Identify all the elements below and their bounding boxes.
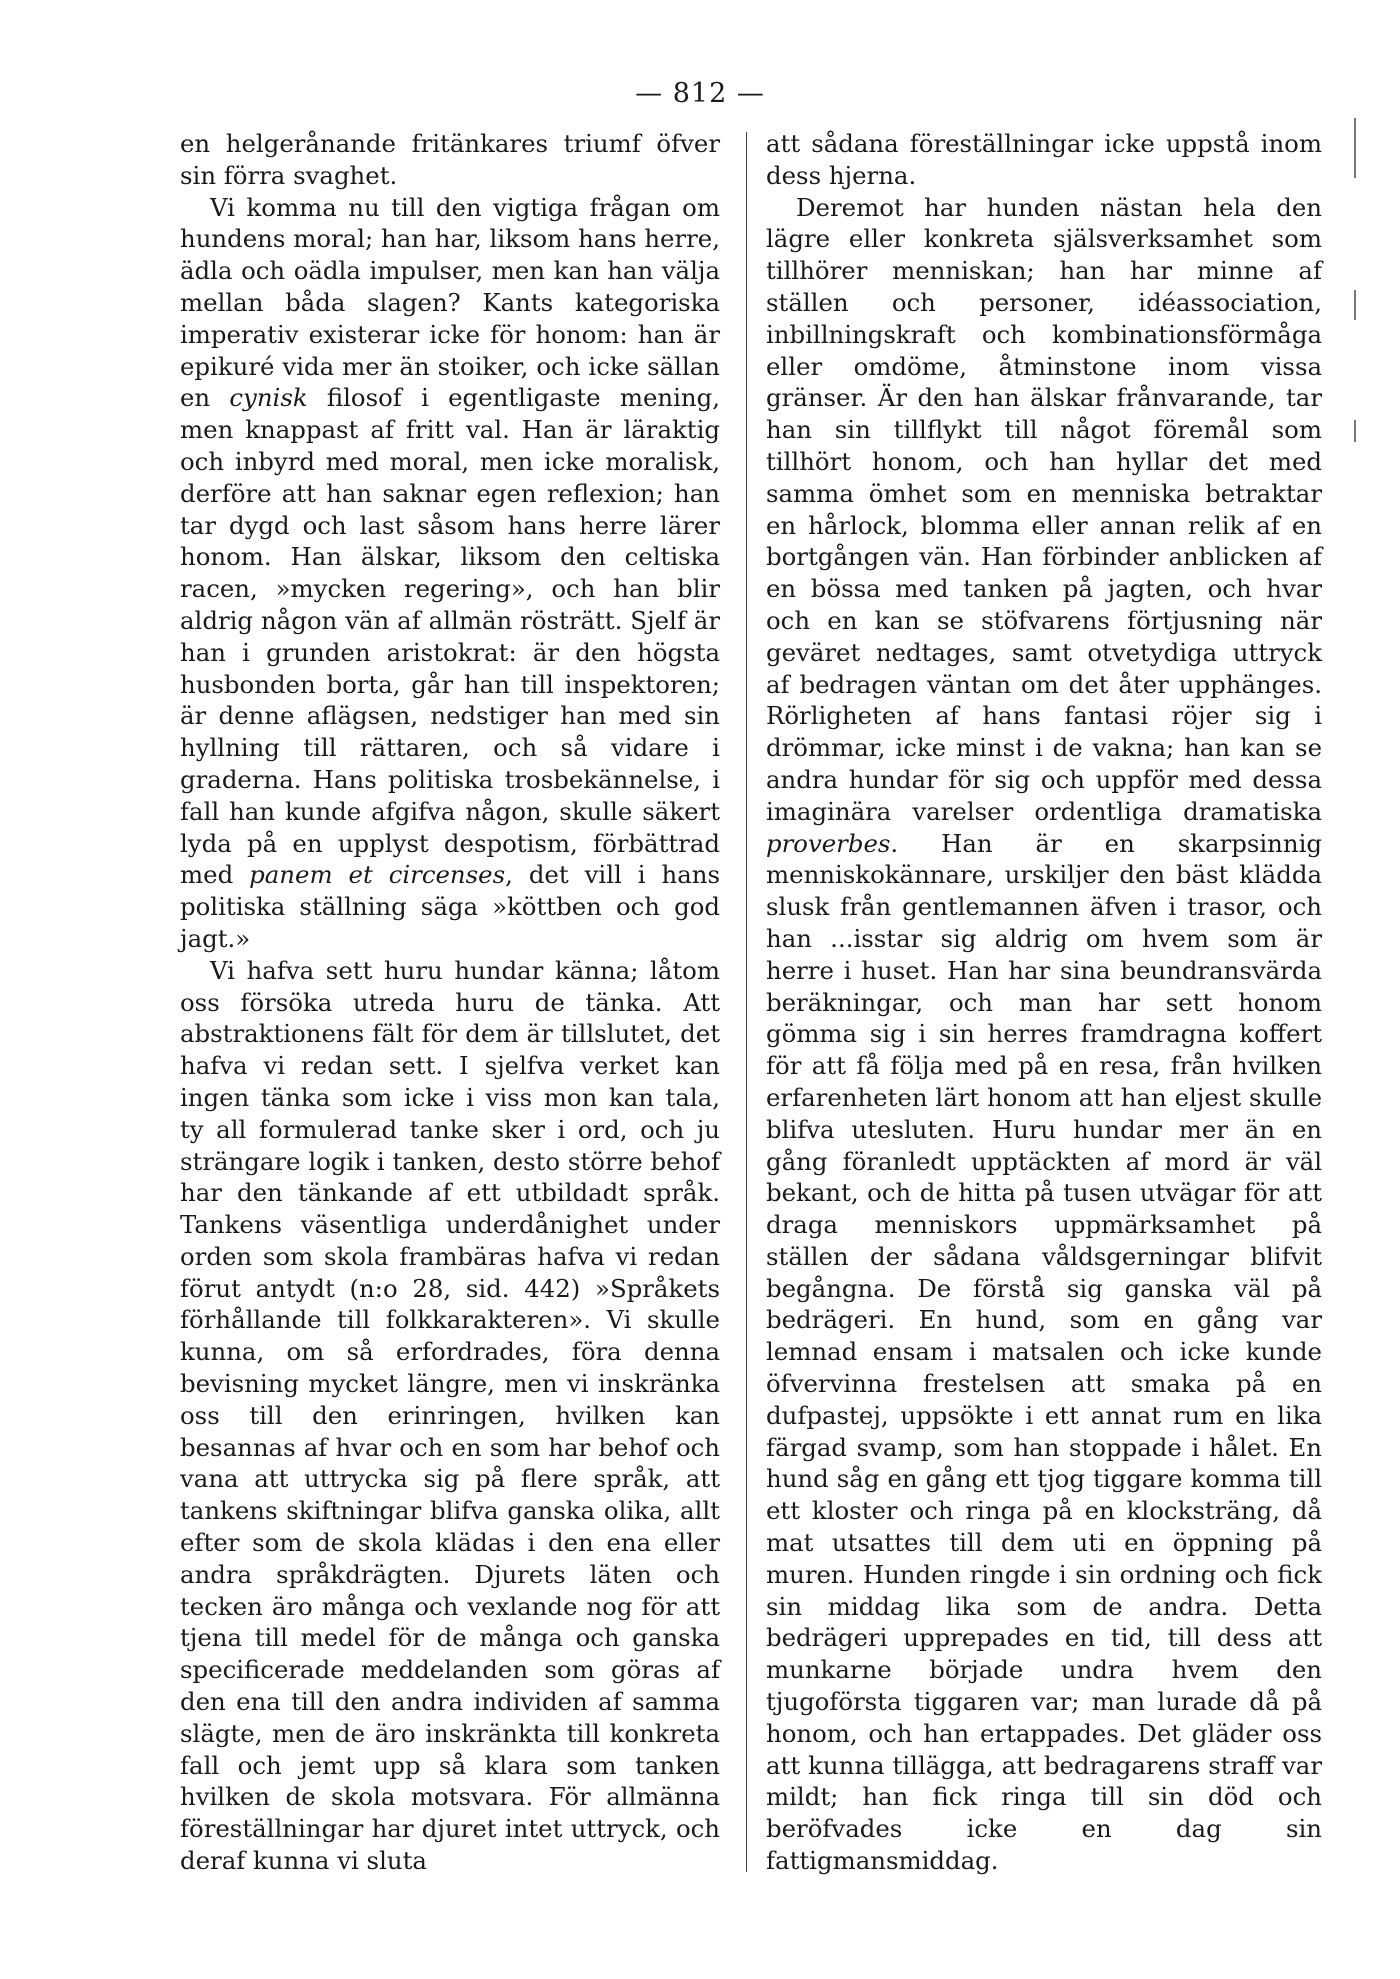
right-paragraph-2: Deremot har hunden nästan hela den lägre eller konkreta själsverksamhet som tillhörer menniskan; han har minne af ställen och personer, idéassociation, inbillningskraft och kombinationsförmåga eller omdöme, åtminstone inom vissa gränser. Är den han älskar frånvarande, tar han sin tillflykt till något föremål som tillhört honom, och han hyllar det med samma ömhet som en menniska betraktar en hårlock, blomma eller annan relik af en bortgången vän. Han förbinder anblicken af en bössa med tanken på jagten, och hvar och en kan se stöfvarens förtjusning när geväret nedtages, samt otvetydiga uttryck af bedragen väntan om det åter upphänges. Rörligheten af hans fantasi röjer sig i drömmar, icke minst i de vakna; han kan se andra hundar för sig och uppför med dessa imaginära varelser ordentliga dramatiska proverbes. Han är en skarpsinnig menniskokännare, urskiljer den bäst klädda slusk från gentlemannen äfven i trasor, och han ...isstar sig aldrig om hvem som är herre i huset. Han har sina beundransvärda beräkningar, och man har sett honom gömma sig i sin herres framdragna koffert för att få följa med på en resa, från hvilken erfarenheten lärt honom att han eljest skulle blifva utesluten. Huru hundar mer än en gång föranledt upptäckten af mord är väl bekant, och de hitta på tusen utvägar för att draga menniskors uppmärksamhet på ställen der sådana våldsgerningar blifvit begångna. De förstå sig ganska väl på bedrägeri. En hund, som en gång var lemnad ensam i matsalen och icke kunde öfvervinna frestelsen att smaka på en dufpastej, uppsökte i ett annat rum en lika färgad svamp, som han stoppade i hålet. En hund såg en gång ett tjog tiggare komma till ett kloster och ringa på en klocksträng, då mat utsattes till dem uti en öppning på muren. Hunden ringde i sin ordning och fick sin middag lika som de andra. Detta bedrägeri upprepades en tid, till dess att munkarne började undra hvem den tjugoförsta tiggaren var; man lurade då på honom, och han ertappades. Det gläder oss att kunna tillägga, att bedragarens straff var mildt; han fick ringa till sin död och beröfvades icke en dag sin fattigmansmiddag. <box>766 192 1322 1876</box>
margin-mark <box>1354 420 1356 442</box>
left-column <box>180 128 720 1877</box>
right-column <box>766 128 1322 1877</box>
left-paragraph-2: Vi komma nu till den vigtiga frågan om hundens moral; han har, liksom hans herre, ädla och oädla impulser, men kan han välja mellan båda slagen? Kants kategoriska imperativ existerar icke för honom: han är epikuré vida mer än stoiker, och icke sällan en cynisk filosof i egentligaste mening, men knappast af fritt val. Han är läraktig och inbyrd med moral, men icke moralisk, derföre att han saknar egen reflexion; han tar dygd och last såsom hans herre lärer honom. Han älskar, liksom den celtiska racen, »mycken regering», och han blir aldrig någon vän af allmän rösträtt. Sjelf är han i grunden aristokrat: är den högsta husbonden borta, går han till inspektoren; är denne aflägsen, nedstiger han med sin hyllning till rättaren, och så vidare i graderna. Hans politiska trosbekännelse, i fall han kunde afgifva någon, skulle säkert lyda på en upplyst despotism, förbättrad med panem et circenses, det vill i hans politiska ställning säga »köttben och god jagt.» <box>180 192 720 953</box>
left-paragraph-3: Vi hafva sett huru hundar känna; låtom oss försöka utreda huru de tänka. Att abstraktionens fält för dem är tillslutet, det hafva vi redan sett. I sjelfva verket kan ingen tänka som icke i viss mon kan tala, ty all formulerad tanke sker i ord, och ju strängare logik i tanken, desto större behof har den tänkande af ett utbildadt språk. Tankens väsentliga underdånighet under orden som skola frambäras hafva vi redan förut antydt (n:o 28, sid. 442) »Språkets förhållande till folkkarakteren». Vi skulle kunna, om så erfordrades, föra denna bevisning mycket längre, men vi inskränka oss till den erinringen, hvilken kan besannas af hvar och en som har behof och vana att uttrycka sig på flere språk, att tankens skiftningar blifva ganska olika, allt efter som de skola klädas i den ena eller andra språkdrägten. Djurets läten och tecken äro många och vexlande nog för att tjena till medel för de många och ganska specificerade meddelanden som göras af den ena till den andra individen af samma slägte, men de äro inskränkta till konkreta fall och jemt upp så klara som tanken hvilken de skola motsvara. För allmänna föreställningar har djuret intet uttryck, och deraf kunna vi sluta <box>180 955 720 1876</box>
right-paragraph-1: att sådana föreställningar icke uppstå inom dess hjerna. <box>766 129 1322 190</box>
margin-mark <box>1354 118 1356 178</box>
margin-mark <box>1354 290 1356 320</box>
column-divider <box>746 132 747 1872</box>
page-number: — 812 — <box>635 78 765 109</box>
left-paragraph-1: en helgerånande fritänkares triumf öfver sin förra svaghet. <box>180 129 720 190</box>
